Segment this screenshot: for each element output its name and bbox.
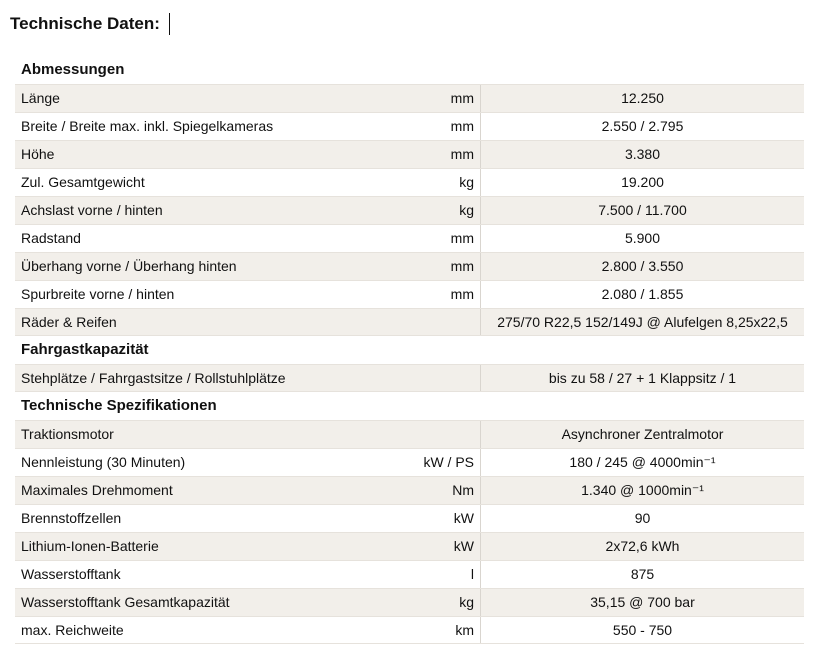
row-value: 5.900 xyxy=(480,225,804,252)
table-row xyxy=(15,476,804,504)
row-value: 90 xyxy=(480,505,804,532)
row-label: Breite / Breite max. inkl. Spiegelkameras xyxy=(21,118,274,134)
table-row xyxy=(15,532,804,560)
row-label: Traktionsmotor xyxy=(21,426,114,442)
row-value: 35,15 @ 700 bar xyxy=(480,589,804,616)
table-row xyxy=(15,84,804,112)
row-label: Wasserstofftank xyxy=(21,566,121,582)
table-row xyxy=(15,448,804,476)
row-unit xyxy=(421,309,480,335)
row-value: 2.550 / 2.795 xyxy=(480,113,804,140)
row-label: Zul. Gesamtgewicht xyxy=(21,174,145,190)
table-row xyxy=(15,420,804,448)
row-label: Radstand xyxy=(21,230,81,246)
row-unit: mm xyxy=(450,146,474,162)
row-value: 12.250 xyxy=(480,85,804,112)
row-value: 19.200 xyxy=(480,169,804,196)
table-row xyxy=(15,168,804,196)
section-heading: Fahrgastkapazität xyxy=(21,341,149,358)
row-label: Stehplätze / Fahrgastsitze / Rollstuhlplätze xyxy=(21,370,286,386)
table-row xyxy=(15,616,804,644)
section-heading: Technische Spezifikationen xyxy=(21,397,217,414)
row-value: 2.800 / 3.550 xyxy=(480,253,804,280)
row-label: Länge xyxy=(21,90,60,106)
row-label: Nennleistung (30 Minuten) xyxy=(21,454,186,470)
row-value: 2x72,6 kWh xyxy=(480,533,804,560)
table-row xyxy=(15,140,804,168)
row-unit: km xyxy=(455,622,474,638)
row-value: 180 / 245 @ 4000min⁻¹ xyxy=(480,449,804,476)
row-unit: mm xyxy=(450,118,474,134)
row-label: Höhe xyxy=(21,146,55,162)
table-row xyxy=(15,112,804,140)
table-row xyxy=(15,252,804,280)
table-row xyxy=(15,560,804,588)
row-label: Achslast vorne / hinten xyxy=(21,202,163,218)
row-unit xyxy=(421,421,480,448)
table-row xyxy=(15,364,804,392)
row-label: Wasserstofftank Gesamtkapazität xyxy=(21,594,230,610)
row-label: Spurbreite vorne / hinten xyxy=(21,286,175,302)
row-label: max. Reichweite xyxy=(21,622,124,638)
row-unit: mm xyxy=(450,286,474,302)
row-label: Räder & Reifen xyxy=(21,314,117,330)
row-value: 550 - 750 xyxy=(480,617,804,643)
page-title-text: Technische Daten: xyxy=(10,14,160,33)
row-unit: kW / PS xyxy=(423,454,474,470)
page-title xyxy=(10,12,170,36)
spec-table xyxy=(15,56,804,644)
row-unit: l xyxy=(470,566,474,582)
row-unit: kg xyxy=(459,594,474,610)
table-row xyxy=(15,224,804,252)
table-row xyxy=(15,196,804,224)
table-row xyxy=(15,308,804,336)
row-value: 275/70 R22,5 152/149J @ Alufelgen 8,25x22,5 xyxy=(480,309,804,335)
row-value: bis zu 58 / 27 + 1 Klappsitz / 1 xyxy=(480,365,804,391)
row-value: Asynchroner Zentralmotor xyxy=(480,421,804,448)
row-label: Überhang vorne / Überhang hinten xyxy=(21,258,237,274)
table-row xyxy=(15,280,804,308)
row-unit: kg xyxy=(459,174,474,190)
row-unit: kW xyxy=(453,510,474,526)
row-label: Maximales Drehmoment xyxy=(21,482,173,498)
row-unit xyxy=(421,365,480,391)
row-value: 7.500 / 11.700 xyxy=(480,197,804,224)
section-heading: Abmessungen xyxy=(21,61,125,78)
row-unit: mm xyxy=(450,90,474,106)
text-cursor xyxy=(169,13,170,35)
row-value: 1.340 @ 1000min⁻¹ xyxy=(480,477,804,504)
row-label: Brennstoffzellen xyxy=(21,510,122,526)
table-row xyxy=(15,588,804,616)
row-value: 3.380 xyxy=(480,141,804,168)
row-unit: Nm xyxy=(452,482,474,498)
table-row xyxy=(15,504,804,532)
row-label: Lithium-Ionen-Batterie xyxy=(21,538,159,554)
row-unit: mm xyxy=(450,230,474,246)
row-unit: kg xyxy=(459,202,474,218)
row-unit: mm xyxy=(450,258,474,274)
row-unit: kW xyxy=(453,538,474,554)
row-value: 875 xyxy=(480,561,804,588)
row-value: 2.080 / 1.855 xyxy=(480,281,804,308)
